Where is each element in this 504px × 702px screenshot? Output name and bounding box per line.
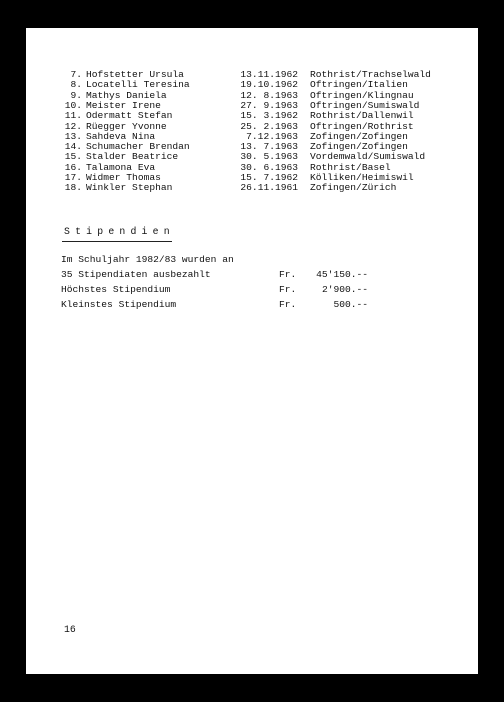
section-title-underline [62, 241, 172, 242]
roster-birthdate: 13.11.1962 [240, 69, 298, 80]
roster-number: 11. [64, 110, 82, 122]
roster-name: Widmer Thomas [86, 172, 161, 183]
roster-name: Mathys Daniela [86, 89, 167, 101]
roster-row [26, 122, 478, 132]
roster-row [26, 111, 478, 121]
stipendien-row [26, 299, 478, 311]
stipendien-row [26, 284, 478, 296]
stipendien-label: Im Schuljahr 1982/83 wurden an [61, 254, 234, 265]
page-number: 16 [64, 624, 76, 635]
roster-place: Zofingen/Zofingen [310, 130, 408, 142]
roster-birthdate: 19.10.1962 [240, 79, 298, 91]
roster-name: Locatelli Teresina [86, 79, 190, 91]
roster-place: Oftringen/Klingnau [310, 89, 414, 101]
stipendien-label: Höchstes Stipendium [61, 284, 171, 295]
roster-birthdate: 15. 3.1962 [240, 110, 298, 122]
stipendien-currency: Fr. [279, 269, 297, 280]
roster-place: Kölliken/Heimiswil [310, 172, 414, 183]
roster-name: Hofstetter Ursula [86, 69, 184, 80]
roster-number: 15. [64, 151, 82, 163]
roster-number: 16. [64, 161, 82, 173]
roster-birthdate: 13. 7.1963 [240, 141, 298, 153]
stipendien-row [26, 254, 478, 266]
roster-name: Odermatt Stefan [86, 110, 173, 122]
stipendien-label: 35 Stipendiaten ausbezahlt [61, 269, 211, 280]
stipendien-amount: 500.-- [333, 299, 368, 310]
stipendien-currency: Fr. [279, 284, 297, 295]
roster-number: 9. [70, 89, 82, 101]
stipendien-label: Kleinstes Stipendium [61, 299, 177, 310]
roster-name: Winkler Stephan [86, 182, 173, 194]
stipendien-currency: Fr. [279, 299, 297, 310]
stipendien-amount: 45'150.-- [316, 269, 368, 280]
roster-place: Vordemwald/Sumiswald [310, 151, 426, 163]
roster-name: Stalder Beatrice [86, 151, 179, 163]
roster-number: 18. [64, 182, 82, 194]
roster-place: Oftringen/Sumiswald [310, 99, 420, 111]
roster-birthdate: 30. 6.1963 [240, 161, 298, 173]
roster-birthdate: 7.12.1963 [246, 130, 298, 142]
roster-place: Oftringen/Italien [310, 79, 408, 91]
roster-place: Rothrist/Trachselwald [310, 69, 431, 80]
roster-place: Zofingen/Zofingen [310, 141, 408, 153]
roster-number: 13. [64, 130, 82, 142]
stipendien-amount: 2'900.-- [321, 284, 368, 295]
roster-birthdate: 15. 7.1962 [240, 172, 298, 183]
roster-name: Rüegger Yvonne [86, 120, 167, 132]
roster-place: Zofingen/Zürich [310, 182, 397, 194]
roster-name: Talamona Eva [86, 161, 156, 173]
section-title-stipendien: Stipendien [64, 226, 175, 237]
roster-name: Sahdeva Nina [86, 130, 156, 142]
document-page [26, 28, 478, 674]
roster-number: 12. [64, 120, 82, 132]
roster-birthdate: 25. 2.1963 [240, 120, 298, 132]
roster-birthdate: 26.11.1961 [240, 182, 298, 194]
roster-number: 8. [70, 79, 82, 91]
roster-birthdate: 12. 8.1963 [240, 89, 298, 101]
roster-row [26, 183, 478, 193]
roster-birthdate: 27. 9.1963 [240, 99, 298, 111]
roster-number: 10. [64, 99, 82, 111]
roster-place: Oftringen/Rothrist [310, 120, 414, 132]
roster-name: Meister Irene [86, 99, 161, 111]
roster-number: 17. [64, 172, 82, 183]
roster-place: Rothrist/Dallenwil [310, 110, 414, 122]
roster-name: Schumacher Brendan [86, 141, 190, 153]
roster-row [26, 80, 478, 90]
stipendien-row [26, 269, 478, 281]
roster-number: 7. [70, 69, 82, 80]
roster-number: 14. [64, 141, 82, 153]
roster-row [26, 152, 478, 162]
roster-birthdate: 30. 5.1963 [240, 151, 298, 163]
roster-place: Rothrist/Basel [310, 161, 391, 173]
